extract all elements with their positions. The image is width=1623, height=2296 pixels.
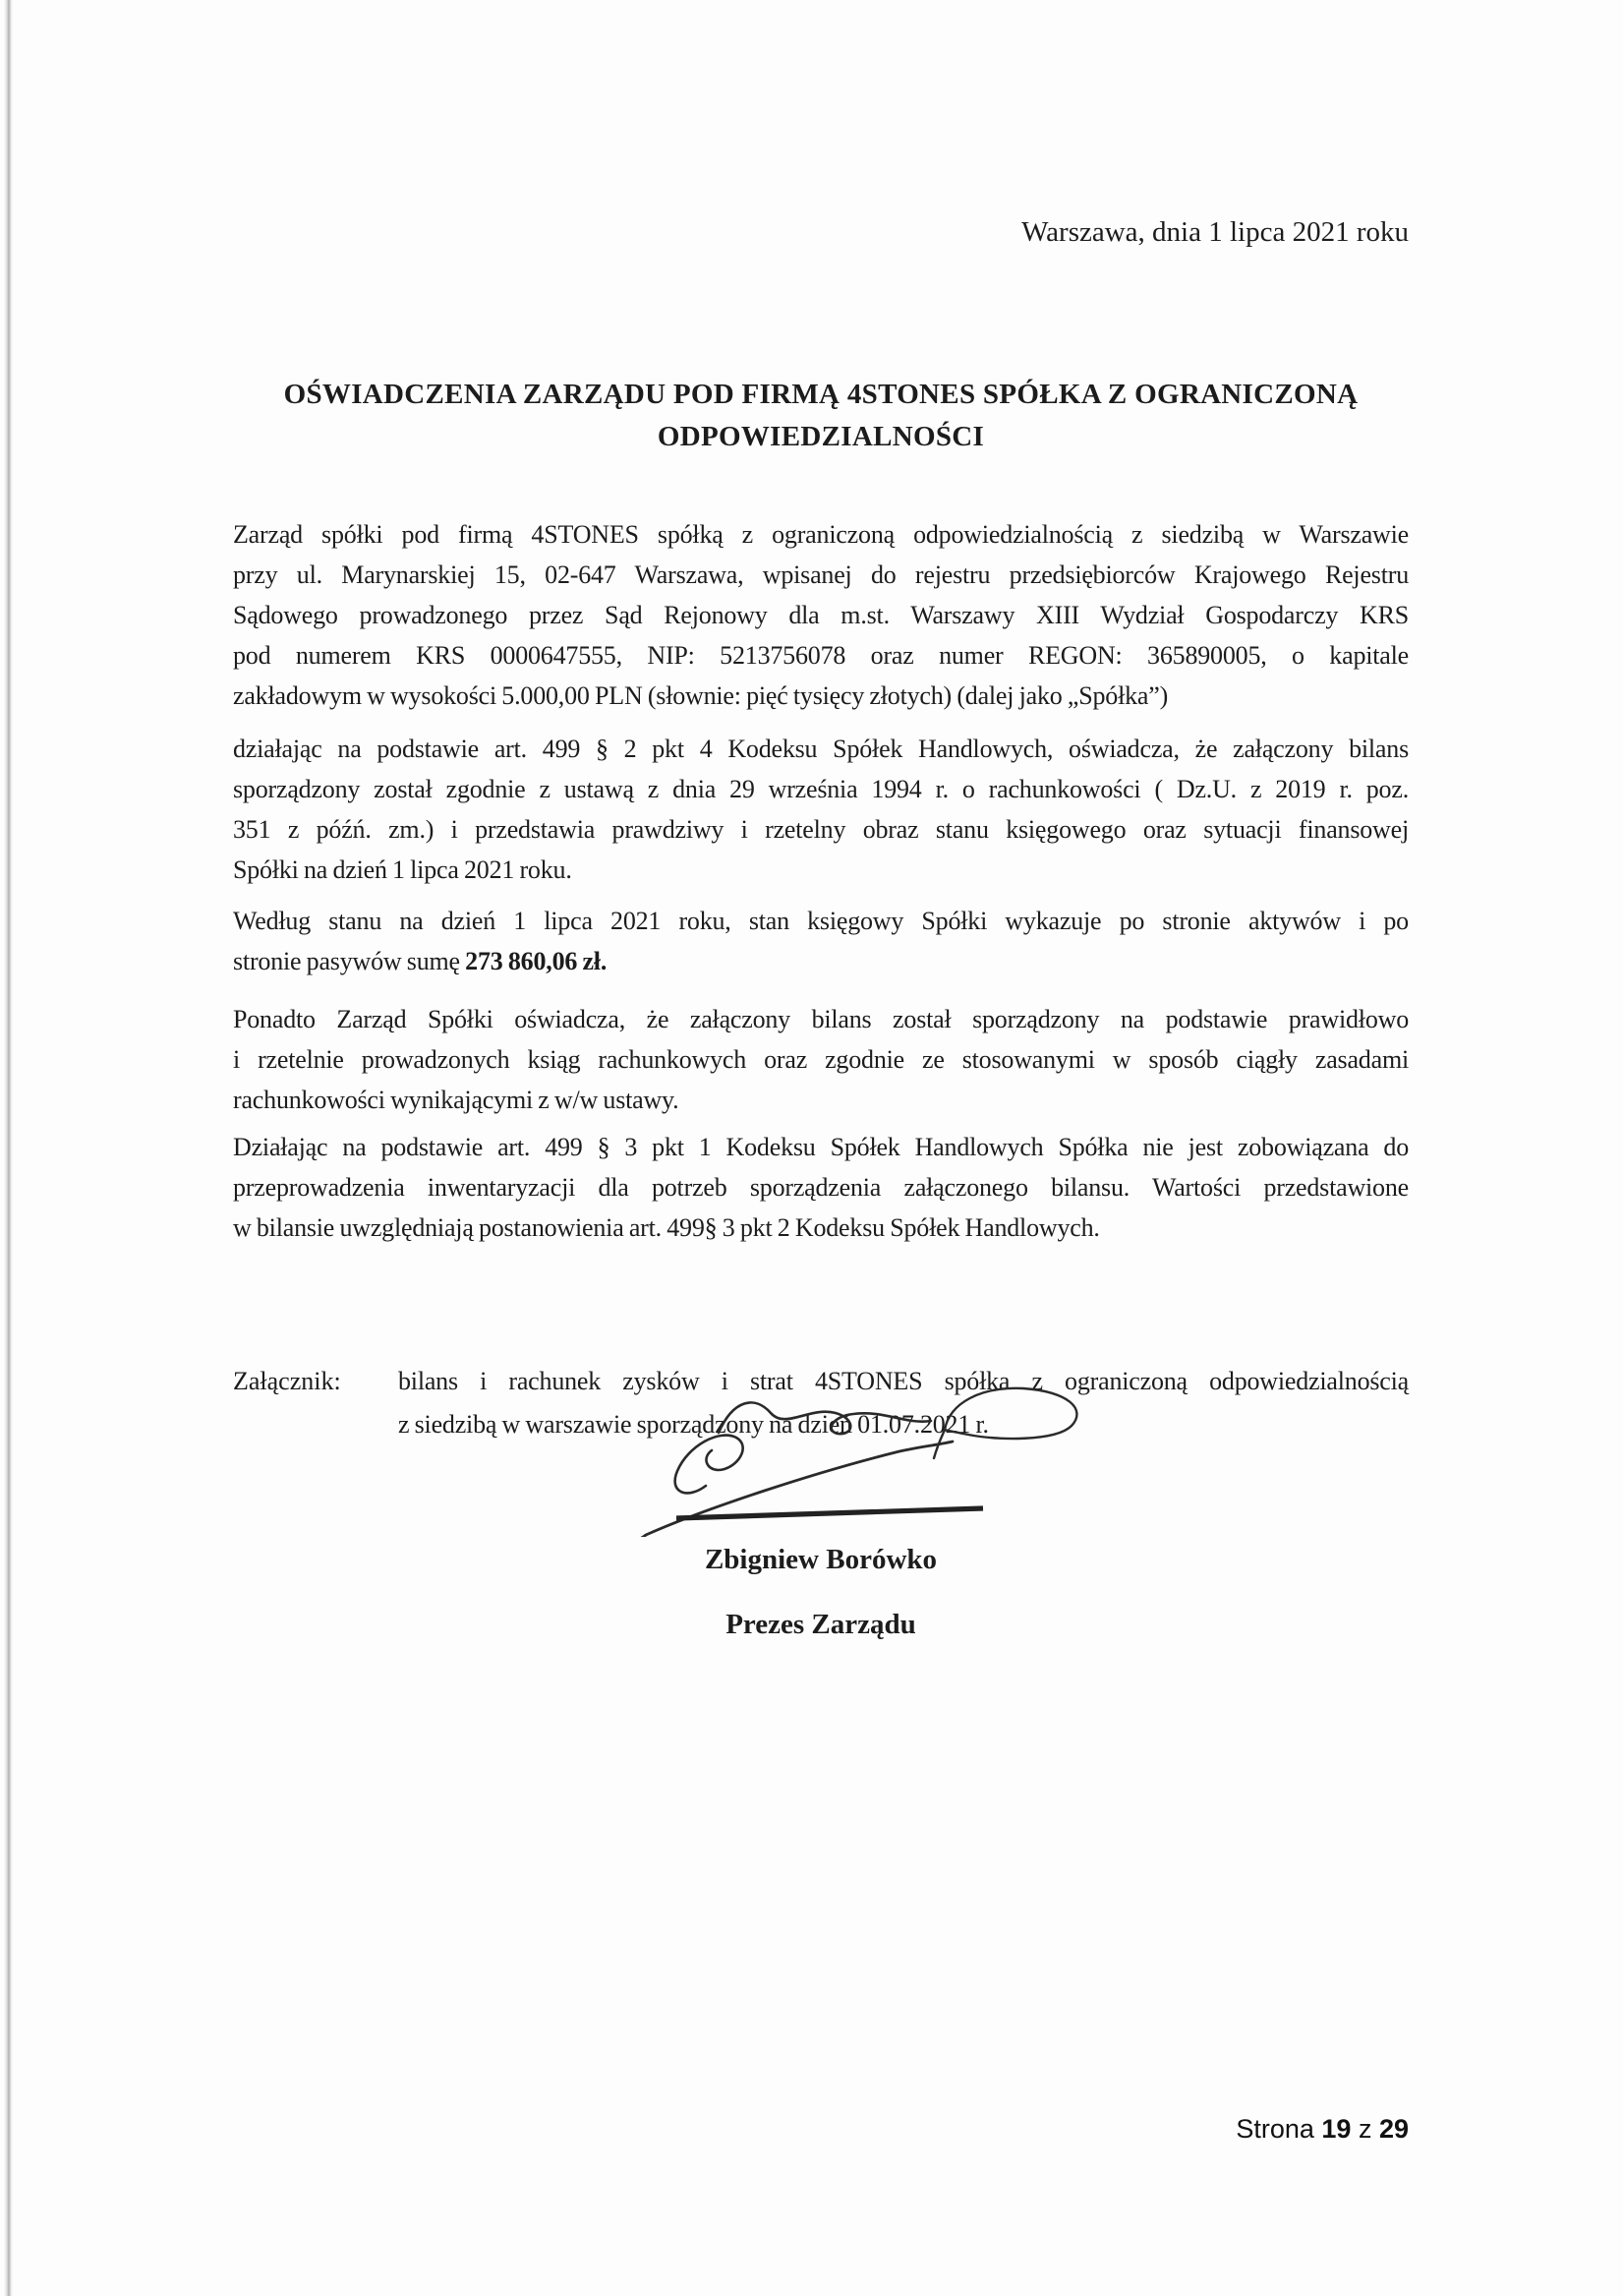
text-line: 351 z późń. zm.) i przedstawia prawdziwy i rzetelny obraz stanu księgowego oraz sytuacji finansowej: [233, 815, 1409, 844]
text-line: przy ul. Marynarskiej 15, 02-647 Warszawa, wpisanej do rejestru przedsiębiorców Krajowego Rejestru: [233, 560, 1409, 589]
paragraph-balance-declaration: [233, 729, 1409, 890]
footer-separator: z: [1351, 2114, 1379, 2144]
signatory-role: Prezes Zarządu: [725, 1609, 916, 1640]
scan-edge-artifact: [4, 0, 13, 2296]
signature-svg: [590, 1370, 1140, 1537]
text-line: Zarząd spółki pod firmą 4STONES spółką z ograniczoną odpowiedzialnością z siedzibą w Warszawie: [233, 520, 1409, 549]
document-title: [233, 374, 1409, 458]
paragraph-books-declaration: [233, 999, 1409, 1120]
footer-page-number: 19: [1321, 2114, 1352, 2144]
balance-sum-line1: Według stanu na dzień 1 lipca 2021 roku, stan księgowy Spółki wykazuje po stronie aktywów i po: [233, 907, 1409, 935]
text-line: w bilansie uwzględniają postanowienia art. 499§ 3 pkt 2 Kodeksu Spółek Handlowych.: [233, 1213, 1100, 1242]
paragraph-company-identification: [233, 514, 1409, 716]
date-line: Warszawa, dnia 1 lipca 2021 roku: [1021, 216, 1409, 248]
text-line: Działając na podstawie art. 499 § 3 pkt 1 Kodeksu Spółek Handlowych Spółka nie jest zobowiązana do: [233, 1133, 1409, 1161]
signature-scribble: [590, 1370, 1140, 1537]
balance-sum-line2: [233, 941, 1409, 981]
footer-total-pages: 29: [1378, 2114, 1409, 2144]
text-line: rachunkowości wynikającymi z w/w ustawy.: [233, 1086, 679, 1114]
text-line: działając na podstawie art. 499 § 2 pkt 4 Kodeksu Spółek Handlowych, oświadcza, że załączony bilans: [233, 735, 1409, 763]
text-line: Ponadto Zarząd Spółki oświadcza, że załączony bilans został sporządzony na podstawie prawidłowo: [233, 1005, 1409, 1033]
signatory-name: Zbigniew Borówko: [704, 1544, 938, 1575]
paragraph-balance-sum: [233, 901, 1409, 981]
text-line: pod numerem KRS 0000647555, NIP: 5213756078 oraz numer REGON: 365890005, o kapitale: [233, 641, 1409, 670]
paragraph-inventory-declaration: [233, 1127, 1409, 1248]
balance-sum-text: stronie pasywów sumę: [233, 947, 466, 975]
text-line: Spółki na dzień 1 lipca 2021 roku.: [233, 855, 572, 884]
text-line: zakładowym w wysokości 5.000,00 PLN (słownie: pięć tysięcy złotych) (dalej jako „Spółka”): [233, 681, 1169, 710]
text-line: sporządzony został zgodnie z ustawą z dnia 29 września 1994 r. o rachunkowości ( Dz.U. z 2019 r. poz.: [233, 775, 1409, 803]
document-title-line1: OŚWIADCZENIA ZARZĄDU POD FIRMĄ 4STONES SPÓŁKA Z OGRANICZONĄ: [283, 379, 1359, 410]
text-line: Sądowego prowadzonego przez Sąd Rejonowy dla m.st. Warszawy XIII Wydział Gospodarczy KRS: [233, 601, 1409, 629]
text-line: i rzetelnie prowadzonych ksiąg rachunkowych oraz zgodnie ze stosowanymi w sposób ciągły zasadami: [233, 1045, 1409, 1074]
attachment-label: Załącznik:: [233, 1367, 341, 1395]
balance-sum-amount: 273 860,06 zł.: [465, 947, 608, 975]
text-line: przeprowadzenia inwentaryzacji dla potrzeb sporządzenia załączonego bilansu. Wartości przedstawione: [233, 1173, 1409, 1202]
text-line: bilans i rachunek zysków i strat 4STONES spółka z ograniczoną odpowiedzialnością: [398, 1367, 1409, 1395]
footer-label: Strona: [1236, 2114, 1322, 2144]
text-line: z siedzibą w warszawie sporządzony na dzień 01.07.2021 r.: [398, 1410, 989, 1439]
document-title-line2: ODPOWIEDZIALNOŚCI: [657, 421, 985, 452]
page-footer: [233, 2114, 1409, 2145]
